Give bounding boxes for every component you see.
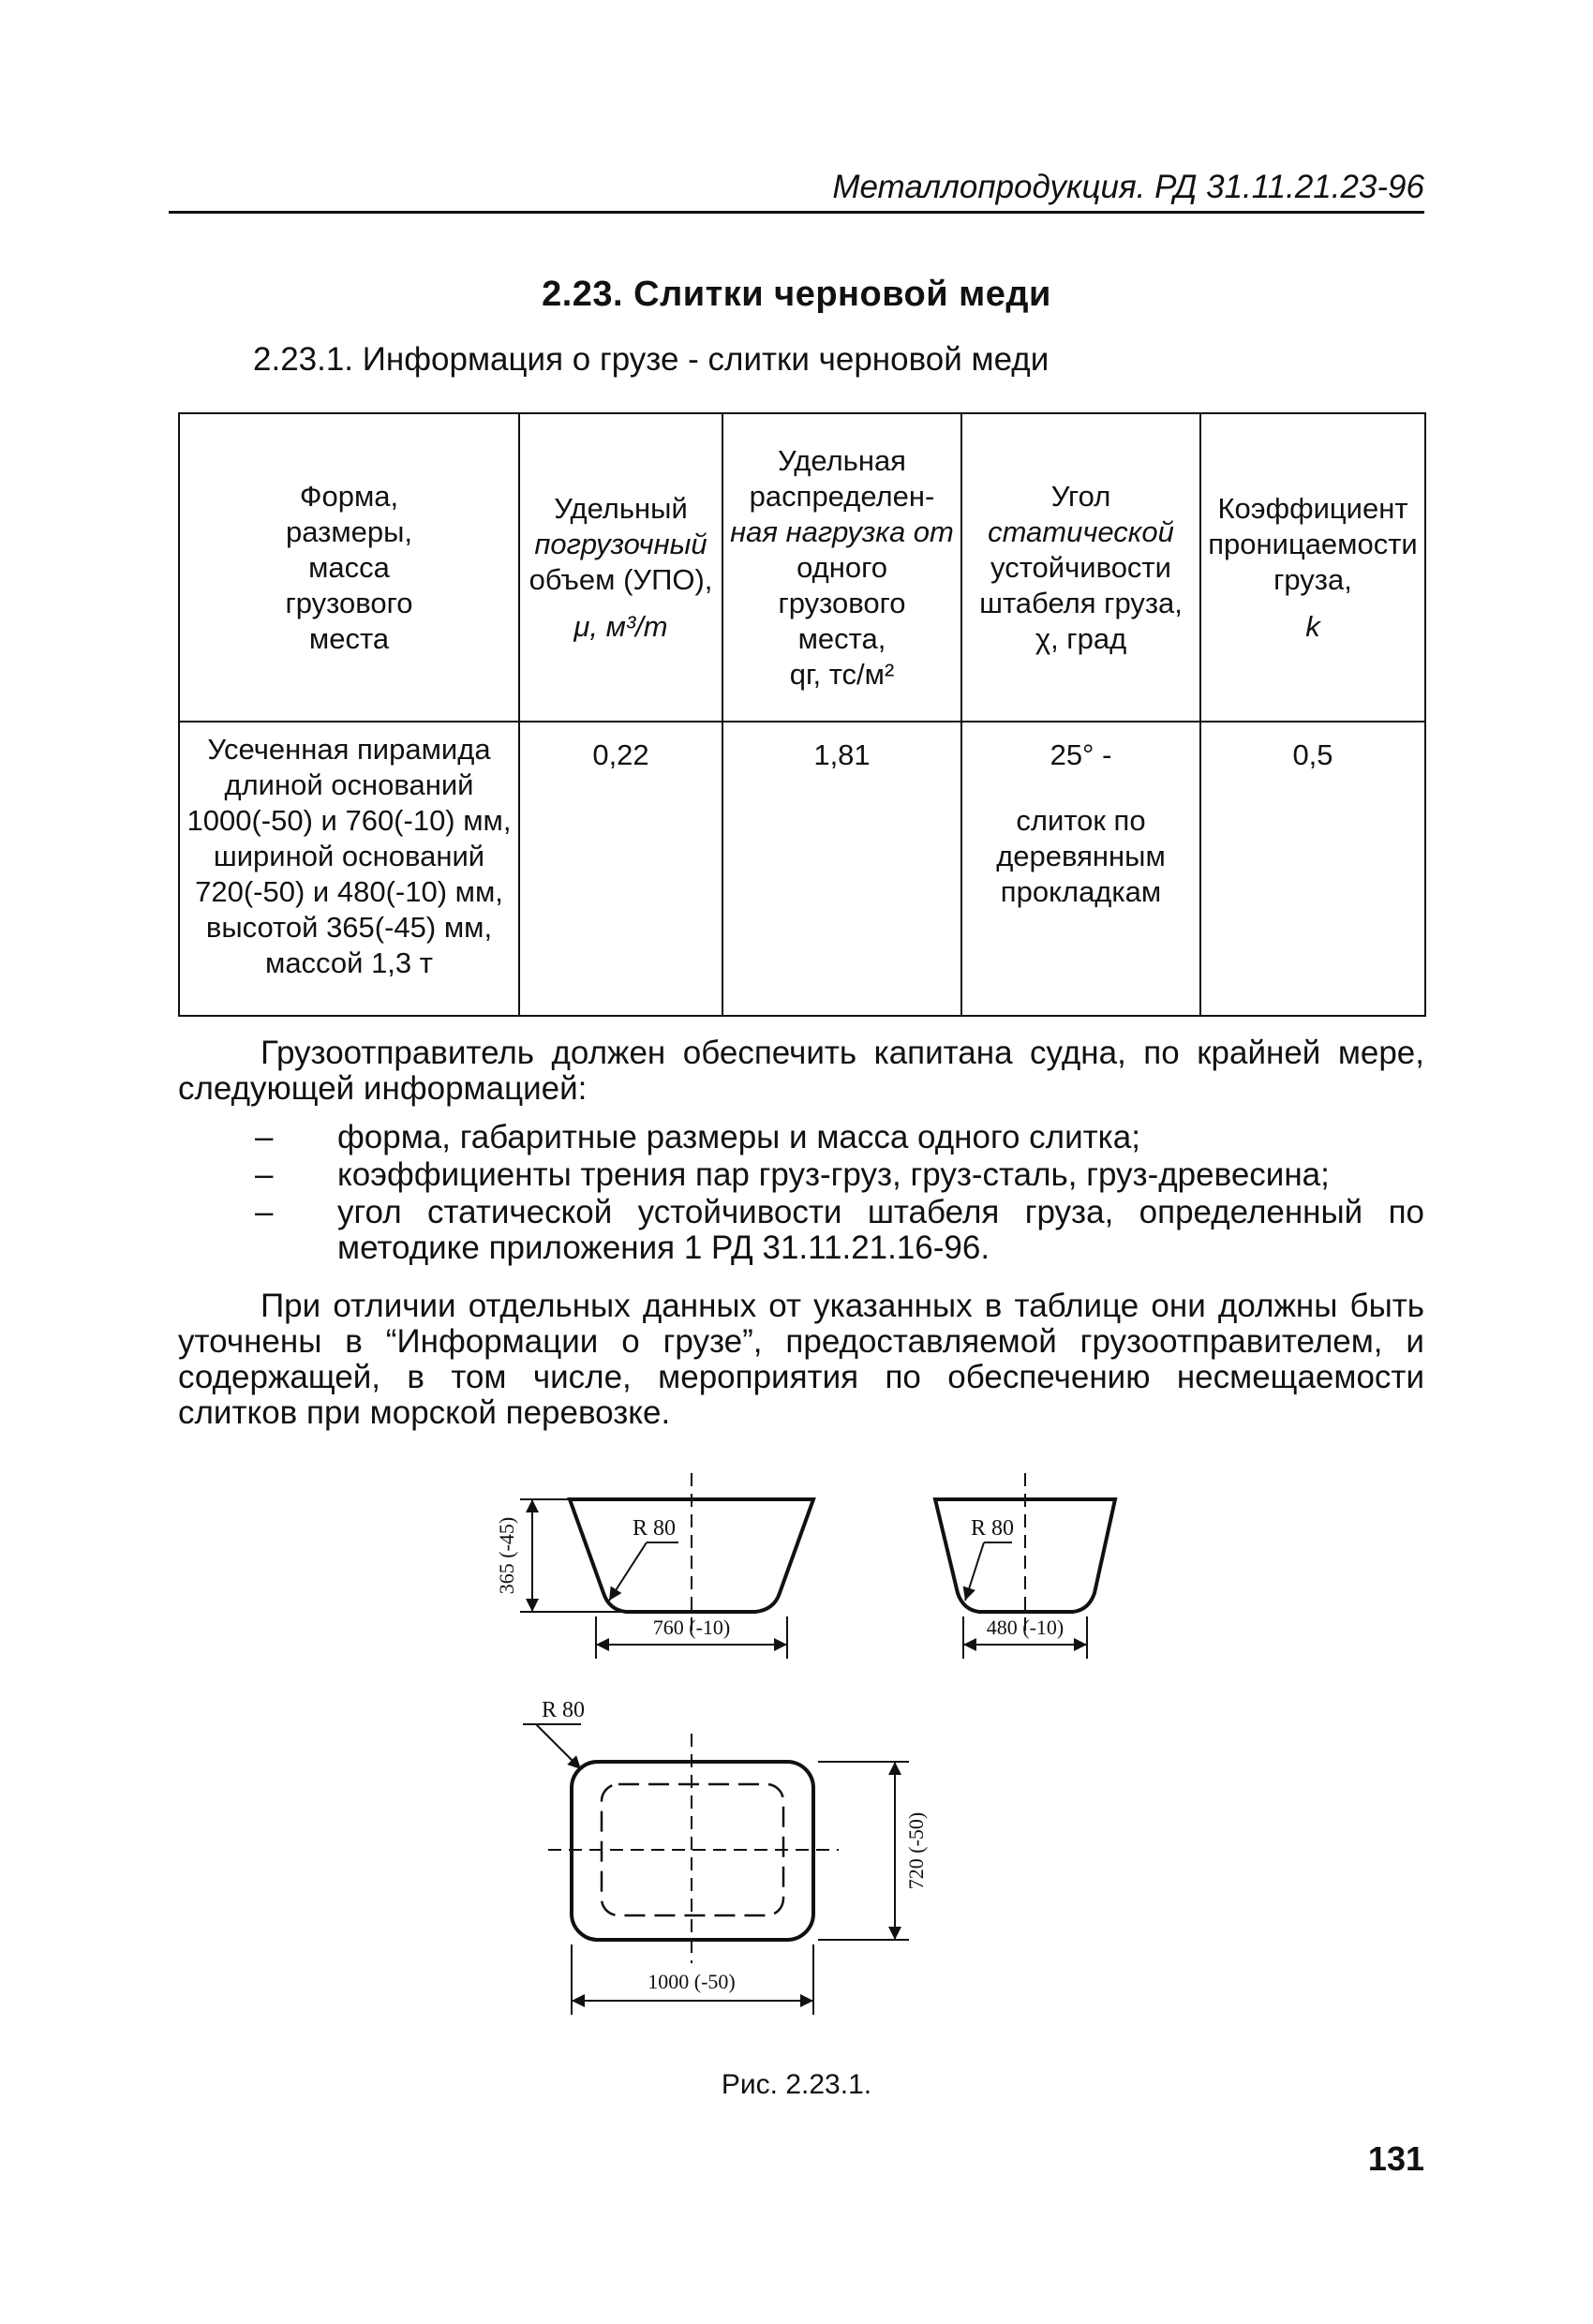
cell-shape-line: высотой 365(-45) мм, [205, 911, 493, 944]
header-load-line: распределен- [749, 479, 935, 513]
height-label: 365 (-45) [495, 1516, 518, 1595]
subsection-title: 2.23.1. Информация о грузе - слитки черновой меди [253, 341, 1050, 378]
figure-caption: Рис. 2.23.1. [721, 2069, 872, 2100]
cell-angle-value: 25° - [1050, 738, 1112, 771]
length-top-label: 1000 (-50) [648, 1970, 736, 1993]
section-title: 2.23. Слитки черновой меди [542, 275, 1051, 314]
cell-angle-note: деревянным [996, 840, 1166, 872]
cell-shape-line: Усеченная пирамида [207, 733, 491, 766]
header-load-line: Удельная [778, 443, 906, 477]
header-load-line: ная нагрузка от [730, 514, 954, 548]
page-number: 131 [1367, 2139, 1424, 2178]
cell-shape-line: шириной оснований [213, 840, 485, 872]
cell-angle-note: прокладкам [1000, 875, 1162, 908]
cell-load: 1,81 [722, 722, 961, 1016]
cell-shape-line: 720(-50) и 480(-10) мм, [195, 875, 503, 908]
list-dash: – [255, 1156, 274, 1193]
header-volume-line: погрузочный [534, 527, 707, 560]
header-load-symbol: qг, тс/м² [789, 657, 895, 691]
header-permeability-line: Коэффициент [1217, 491, 1408, 525]
header-permeability-line: проницаемости [1208, 527, 1418, 560]
list-dash: – [255, 1119, 274, 1155]
header-load-line: грузового [778, 586, 906, 619]
list-item-text: форма, габаритные размеры и масса одного слитка; [337, 1119, 1140, 1155]
header-angle-line: штабеля груза, [979, 586, 1183, 619]
radius-label-plan: R 80 [542, 1698, 586, 1722]
cell-shape-line: массой 1,3 т [265, 946, 433, 979]
header-angle-line: статической [988, 514, 1174, 548]
list-dash: – [255, 1194, 274, 1230]
cell-volume: 0,22 [519, 722, 722, 1016]
paragraph-shipper-info: Грузоотправитель должен обеспечить капитана судна, по крайней мере, следующей информацией: [178, 1035, 1424, 1107]
header-volume-symbol: μ, м³/т [573, 609, 668, 643]
width-bottom-label: 480 (-10) [986, 1616, 1064, 1639]
header-volume-line: объем (УПО), [529, 562, 713, 596]
header-shape-line: места [308, 621, 390, 655]
running-header: Металлопродукция. РД 31.11.21.23-96 [832, 169, 1424, 205]
header-permeability-line: груза, [1273, 562, 1352, 596]
header-angle-line: Угол [1050, 479, 1111, 513]
header-volume-line: Удельный [554, 491, 688, 525]
header-angle-line: устойчивости [990, 550, 1171, 584]
header-load-line: одного [796, 550, 887, 584]
cell-permeability: 0,5 [1200, 722, 1425, 1016]
header-angle-symbol: χ, град [1035, 621, 1127, 655]
cell-shape-line: длиной оснований [224, 768, 474, 801]
list-item-text: коэффициенты трения пар груз-груз, груз-сталь, груз-древесина; [337, 1156, 1330, 1193]
length-bottom-label: 760 (-10) [652, 1616, 731, 1639]
radius-label-side: R 80 [633, 1516, 677, 1541]
radius-label-width: R 80 [971, 1516, 1015, 1541]
header-shape-line: грузового [285, 586, 413, 619]
header-shape-line: размеры, [285, 514, 413, 548]
paragraph-differences: При отличии отдельных данных от указанных в таблице они должны быть уточнены в “Информации о грузе”, предоставляемой грузоотправителем, и содержащей, в том числе, мероприятия по обеспечению несмещаемости слитков при морской перевозке. [178, 1288, 1424, 1431]
list-item-text: угол статической устойчивости штабеля груза, определенный по методике приложения 1 РД 31.11.21.16-96. [337, 1194, 1424, 1266]
width-top-label: 720 (-50) [904, 1811, 928, 1890]
cell-angle-note: слиток по [1016, 804, 1146, 837]
header-shape-line: масса [308, 550, 390, 584]
header-permeability-symbol: k [1305, 609, 1320, 643]
header-load-line: места, [797, 621, 886, 655]
header-shape-line: Форма, [299, 479, 399, 513]
cell-shape-line: 1000(-50) и 760(-10) мм, [186, 804, 512, 837]
